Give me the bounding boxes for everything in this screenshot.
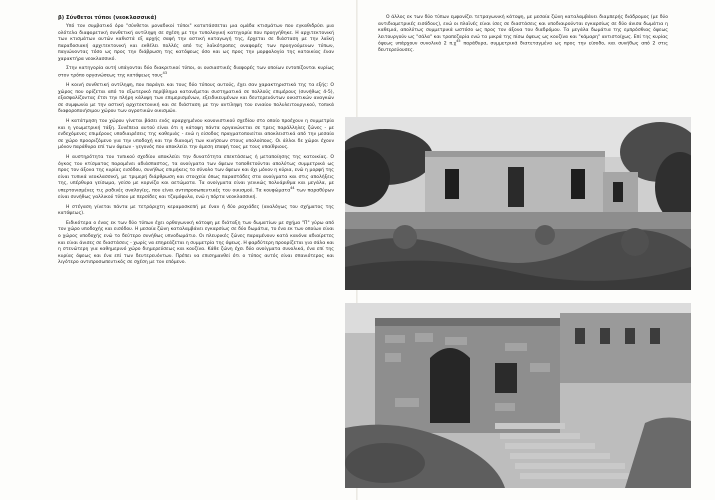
paragraph-8 xyxy=(378,15,668,55)
paragraph-text-tail: παράθυρα, συμμετρικά διατεταγμένα ως προς την είσοδο, και συνήθως από 2 στις δευτερεύουσες. xyxy=(378,41,668,54)
paragraph-text: Η αυστηρότητα του τυπικού σχεδίου αποκλείει την δυνατότητα επεκτάσεως ή μεταποίησης της κατοικίας. Ο όγκος του κτίσματος παραμένει αδιάσπαστος, τα ανοίγματα των όψεων τοποθετούνται απολύτως συμμετρικά ως προς τον άξονα της κυρίας εισόδου, συνήθως επιμήκεις το σύνολο των όψεων και όχι μόνον η κύρια, ενώ η μορφή της είναι τυπικά νεοκλασσική, με τριμερή διάρθρωση και στοιχεία όπως παραστάδες στα ανοίγματα και στις απολήξεις της, υπέρθυρα γείσωμα, γείσο με κορνίζα και αετώματα. Τα ανοίγματα είναι γενικώς πολυάριθμα και μεγάλα, με υπερτονισμένες τις ραδινές αναλογίες, που είναι αντιπροσωπευτικές του οικισμού. Τα κουφώματα xyxy=(58,155,334,194)
house-photo-2 xyxy=(345,303,691,488)
footnote-ref: 45 xyxy=(456,39,461,44)
paragraph-2 xyxy=(58,66,334,80)
house-photo-1 xyxy=(345,117,691,290)
right-text-column xyxy=(378,15,668,58)
left-text-column xyxy=(58,15,334,270)
footnote-ref: 44 xyxy=(290,185,295,190)
paragraph-text: Στην κατηγορία αυτή υπάγονται δύο διακριτικοί τύποι, οι ουσιαστικές διαφορές των οποίων εντοπίζονται κυρίως στον τρόπο οργανώσεως της κατόψεως τους xyxy=(58,66,334,79)
paragraph-text: Ο άλλος εκ των δύο τύπων εμφανίζει τετραγωνική κάτοψη, με μεσαία ζώνη καταλαμβάνει διαμπερής διάδρομος (με δύο αντιδιαμετρικές εισόδους), ενώ οι πλαϊνές είναι ίσες σε διαστάσεις και υποδιαιρούνται εγκαρσίως σε δύο άνισα δωμάτια η καθεμιά, απολύτως συμμετρικά ωστόσο ως προς τον άξονα του διαδρόμου. Τα μεγάλα δωμάτια της εμπρόσθιας όψεως λειτουργούν ως "σάλα" και τραπεζαρία ενώ τα μικρά της πίσω όψεως ως κουζίνα και "κάμαρη" αντιστοίχως. Επί της κυρίας όψεως υπάρχουν συνολικά 2 π.χ xyxy=(378,15,668,47)
paragraph-1 xyxy=(58,24,334,63)
paragraph-3 xyxy=(58,83,334,116)
paragraph-text: Υπό τον συμβατικό όρο "σύνθετοι μοναδικοί τύποι" κατατάσσεται μια ομάδα κτισμάτων που εγκαθιδρύει μια ολότελα διαφορετική συνθετική αντίληψη σε σχέση με την τυπολογική κατηγορία που προηγήθηκε. Η αρχιτεκτονική των κτισμάτων αυτών καθιστά εξ αρχής σαφή την αστική καταγωγή της, έρχεται σε διάσταση με την λαϊκή παραδοσιακή αρχιτεκτονική και εκθέλει πολλές από τις λαϊκότροπες αναφορές των προηγούμενων τύπων, παγιώνοντας τόσο ως προς την διάβρωση της κατόψεως όσο και ως προς την μορφολογία της κατοικίας έναν χαρακτήρα νεοκλασσικό. xyxy=(58,24,334,62)
left-page xyxy=(0,0,357,500)
section-heading: β) Σύνθετοι τύποι (νεοκλασσικά) xyxy=(58,15,157,21)
paragraph-text: Η κατάτμηση του χώρου γίνεται βάσει ενός αραρχημένου κανονιστικού σχεδίου στο οποίο προέχουν η συμμετρία και η γεωμετρική τάξη. Συνέπεια αυτού είναι ότι η κάτοψη πάντα οργανώνεται σε τρεις παράλληλες ζώνες - με ενδεχόμενες επιμέρους υποδιαιρέσεις της καθεμιάς - ενώ η είσοδος πραγματοποιείται αποκλειστικά από την μεσαία σε χώρο προοριζόμενο για την υποδοχή και την διανομή των κινήσεων στους υπολοίπους. Οι άλλοι δε χώροι έχουν μόνον παράθυρα επί των όψεων - γεγονός που αποκλείει την άμεση επαφή τους με τους υπαίθριους. xyxy=(58,119,334,151)
paragraph-5 xyxy=(58,155,334,201)
footnote-ref: 43 xyxy=(162,71,167,76)
paragraph-text: Ειδικότερα ο ένας εκ των δύο τύπων έχει ορθογωνική κάτοψη με διάταξη των δωματίων με σχήμα "Π" γύρω από τον χώρο υποδοχής και εισόδου. Η μεσαία ζώνη καταλαμβάνει εγκαρσίως σε δύο δωμάτια, το ένα εκ των οποίων είναι ο χώρος υποδοχής ενώ το δεύτερο συνήθως υπνοδωμάτιο. Οι πλευρικές ζώνες παραμένουν κατά κανόνα αδιαίρετες και είναι άνισες σε διαστάσεις - χωρίς να επηρεάζεται η συμμετρία της όψεως. Η φαρδύτερη προορίζεται για σάλα και η στενώτερη για καθημερινό χώρο διημερεύσεως και κουζίνα. Κάθε ζώνη έχει δύο ανοίγματα συνολικά, ένα επί της κυρίας όψεως και ένα επί των δευτερευόντων. Πρέπει να επισημανθεί ότι ο τύπος αυτός είναι σπανιότερος και λιγότερο αντιπροσωπευτικός σε σχέση με τον επόμενο. xyxy=(58,220,334,266)
paragraph-4 xyxy=(58,119,334,152)
paragraph-text-tail: των παραθύρων είναι συνήθως γαλλικού τύπου με περσίδες και τζαμόφυλα, ενώ η πόρτα νεοκλασσική. xyxy=(58,188,334,200)
paragraph-6 xyxy=(58,205,334,218)
paragraph-text: Η στέγαση γίνεται πάντα με τετράριχτη κεραμοσκεπή με έναν ή δύο ραχιάδες (αναλόγως του σχήματος της κατόψεως). xyxy=(58,204,334,217)
paragraph-7 xyxy=(58,221,334,267)
paragraph-text: Η κοινή συνθετική αντίληψη, που παράγει και τους δύο τύπους αυτούς, έχει σαν χαρακτηριστικά της τα εξής: Ο χώρος που ορίζεται από το εξωτερικό περίβλημα κατανέμεται συστηματικά σε πολλούς επιμέρους (συνήθως 4-5), εξασφαλίζοντας έτσι την πλήρη κάλυψη των επιμερισμένων, εξειδικευμένων και δευτερευόντων οικιστικών αναγκών σε συμφωνία με την αστική αρχιτεκτονική και σε διάσταση με την αντίληψη του ενιαίου πολυλειτουργικού, τοπικά διαφοροποιήσιμου χώρου των αγροτικών οικισμών. xyxy=(58,83,334,115)
